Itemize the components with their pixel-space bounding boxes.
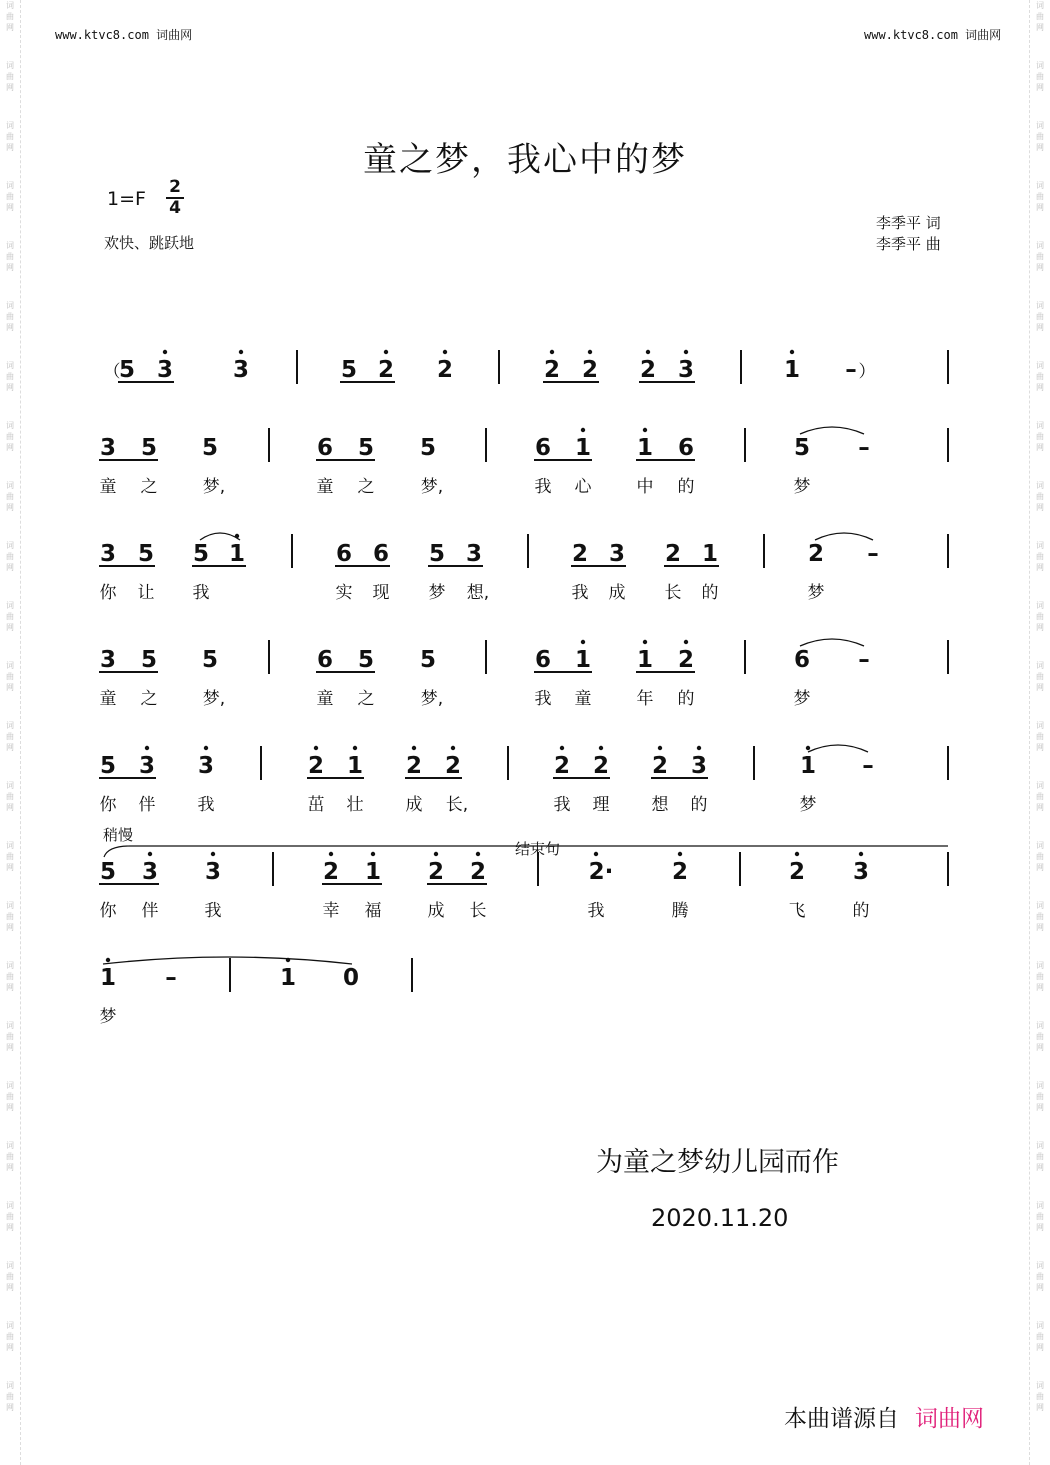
note: 2	[543, 357, 561, 383]
side-watermark-text: 词 曲 网	[6, 781, 14, 812]
octave-dot	[412, 746, 416, 750]
side-watermark-text: 词 曲 网	[1036, 1261, 1044, 1292]
side-watermark-text: 词 曲 网	[1036, 601, 1044, 632]
side-watermark-text: 词 曲 网	[1036, 901, 1044, 932]
note: 6	[534, 435, 552, 461]
lyric: 的	[690, 795, 708, 815]
side-watermark-text: 词 曲 网	[1036, 181, 1044, 212]
side-watermark-text: 词 曲 网	[1036, 361, 1044, 392]
lyric: 茁	[307, 795, 325, 815]
lyric: 童	[99, 689, 117, 709]
note: 5	[118, 357, 136, 383]
note: 2	[639, 357, 657, 383]
lyric: 让	[137, 583, 155, 603]
note: 1	[799, 753, 817, 779]
note: 5	[357, 435, 375, 461]
lyric: 童	[99, 477, 117, 497]
note: 6	[335, 541, 353, 567]
note: 3	[677, 357, 695, 383]
octave-dot	[434, 852, 438, 856]
note: 6	[316, 435, 334, 461]
lyric: 我	[534, 477, 552, 497]
octave-dot	[684, 350, 688, 354]
note: 2	[671, 859, 689, 885]
octave-dot	[204, 746, 208, 750]
close-paren: ）	[858, 362, 876, 382]
note: 6	[316, 647, 334, 673]
lyric: 现	[372, 583, 390, 603]
side-watermark-text: 词 曲 网	[1036, 721, 1044, 752]
dash-note: –	[165, 965, 177, 991]
note: 3	[608, 541, 626, 567]
side-watermark-text: 词 曲 网	[6, 61, 14, 92]
note: 3	[99, 541, 117, 567]
side-watermark-text: 词 曲 网	[1036, 301, 1044, 332]
side-watermark-text: 词 曲 网	[6, 541, 14, 572]
note: 5	[140, 647, 158, 673]
time-signature-top: 2	[169, 177, 181, 197]
lyric: 童	[574, 689, 592, 709]
note: 5	[137, 541, 155, 567]
lyric: 成	[427, 901, 445, 921]
tempo-mark: 稍慢	[103, 826, 134, 844]
lyric: 我	[204, 901, 222, 921]
octave-dot	[581, 640, 585, 644]
note: 2	[553, 753, 571, 779]
note: 1	[636, 647, 654, 673]
lyric: 梦	[799, 795, 817, 815]
side-watermark-text: 词 曲 网	[6, 301, 14, 332]
side-watermark-text: 词 曲 网	[6, 121, 14, 152]
time-signature-bottom: 4	[169, 198, 181, 218]
lyric: 的	[677, 477, 695, 497]
song-title: 童之梦，我心中的梦	[363, 140, 687, 180]
lyric: 心	[574, 477, 592, 497]
dedication: 为童之梦幼儿园而作	[596, 1147, 839, 1178]
octave-dot	[643, 428, 647, 432]
lyric: 梦,	[420, 689, 444, 709]
note: 5	[793, 435, 811, 461]
note: 2	[581, 357, 599, 383]
side-watermark-text: 词 曲 网	[1036, 421, 1044, 452]
note: 2	[469, 859, 487, 885]
note: 2	[664, 541, 682, 567]
dash-note: –	[845, 357, 857, 383]
note: 3	[99, 435, 117, 461]
lyric: 梦,	[202, 689, 226, 709]
note: 1	[701, 541, 719, 567]
lyric: 福	[364, 901, 382, 921]
note: 2	[377, 357, 395, 383]
lyric: 腾	[671, 901, 689, 921]
lyric: 梦	[807, 583, 825, 603]
octave-dot	[643, 640, 647, 644]
lyric: 梦,	[202, 477, 226, 497]
header-site-left[interactable]: www.ktvc8.com 词曲网	[55, 28, 193, 42]
octave-dot	[443, 350, 447, 354]
side-watermark-text: 词 曲 网	[6, 1201, 14, 1232]
source-prefix: 本曲谱源自	[784, 1406, 899, 1432]
lyric: 长	[664, 583, 682, 603]
note: 2·	[588, 859, 614, 885]
lyric: 梦	[99, 1007, 117, 1027]
lyric: 我	[197, 795, 215, 815]
slur	[815, 533, 873, 540]
side-watermark-text: 词 曲 网	[1036, 541, 1044, 572]
side-watermark-text: 词 曲 网	[1036, 241, 1044, 272]
octave-dot	[239, 350, 243, 354]
side-watermark-text: 词 曲 网	[6, 181, 14, 212]
note: 1	[364, 859, 382, 885]
note: 5	[201, 647, 219, 673]
note: 2	[444, 753, 462, 779]
side-watermark-text: 词 曲 网	[6, 961, 14, 992]
note: 5	[201, 435, 219, 461]
side-watermark-text: 词 曲 网	[1036, 61, 1044, 92]
lyric: 之	[140, 689, 158, 709]
octave-dot	[560, 746, 564, 750]
note: 2	[427, 859, 445, 885]
octave-dot	[581, 428, 585, 432]
side-watermark-text: 词 曲 网	[1036, 1381, 1044, 1412]
note: 5	[99, 859, 117, 885]
side-watermark-text: 词 曲 网	[6, 601, 14, 632]
dash-note: –	[867, 541, 879, 567]
side-watermark-text: 词 曲 网	[6, 1021, 14, 1052]
slur	[103, 957, 352, 964]
note: 6	[793, 647, 811, 673]
octave-dot	[795, 852, 799, 856]
note: 2	[571, 541, 589, 567]
lyric: 伴	[141, 901, 159, 921]
side-watermark-text: 词 曲 网	[1036, 121, 1044, 152]
mood-marking: 欢快、跳跃地	[104, 234, 195, 252]
note: 2	[405, 753, 423, 779]
lyric: 成	[405, 795, 423, 815]
octave-dot	[211, 852, 215, 856]
note: 5	[340, 357, 358, 383]
note: 1	[783, 357, 801, 383]
dash-note: –	[862, 753, 874, 779]
side-watermark-text: 词 曲 网	[1036, 1, 1044, 32]
note: 3	[204, 859, 222, 885]
lyric: 梦,	[420, 477, 444, 497]
note: 3	[852, 859, 870, 885]
side-watermark-text: 词 曲 网	[1036, 661, 1044, 692]
note: 5	[99, 753, 117, 779]
lyric: 的	[677, 689, 695, 709]
side-watermark-text: 词 曲 网	[6, 1, 14, 32]
note: 3	[690, 753, 708, 779]
side-watermark-text: 词 曲 网	[1036, 1021, 1044, 1052]
note: 6	[677, 435, 695, 461]
note: 5	[428, 541, 446, 567]
lyric: 伴	[138, 795, 156, 815]
dash-note: –	[858, 435, 870, 461]
side-watermark-text: 词 曲 网	[6, 1381, 14, 1412]
octave-dot	[384, 350, 388, 354]
note: 3	[465, 541, 483, 567]
ending-phrase-line	[104, 846, 948, 857]
lyric: 成	[608, 583, 626, 603]
lyric: 我	[534, 689, 552, 709]
octave-dot	[806, 746, 810, 750]
side-watermark-text: 词 曲 网	[6, 481, 14, 512]
lyric: 我	[571, 583, 589, 603]
header-site-right[interactable]: www.ktvc8.com 词曲网	[864, 28, 1002, 42]
octave-dot	[678, 852, 682, 856]
side-watermark-text: 词 曲 网	[6, 841, 14, 872]
octave-dot	[859, 852, 863, 856]
note: 2	[307, 753, 325, 779]
octave-dot	[594, 852, 598, 856]
slur	[808, 745, 868, 752]
side-watermark-text: 词 曲 网	[6, 361, 14, 392]
side-watermark-text: 词 曲 网	[1036, 841, 1044, 872]
lyric: 长,	[445, 795, 469, 815]
octave-dot	[476, 852, 480, 856]
note: 2	[788, 859, 806, 885]
lyric: 你	[99, 795, 117, 815]
side-watermark-text: 词 曲 网	[6, 1141, 14, 1172]
side-watermark-text: 词 曲 网	[1036, 961, 1044, 992]
side-watermark-text: 词 曲 网	[6, 1321, 14, 1352]
octave-dot	[451, 746, 455, 750]
side-watermark-text: 词 曲 网	[1036, 1201, 1044, 1232]
side-watermark-text: 词 曲 网	[1036, 1321, 1044, 1352]
lyric: 长	[469, 901, 487, 921]
slur	[200, 533, 240, 540]
octave-dot	[371, 852, 375, 856]
octave-dot	[148, 852, 152, 856]
note: 1	[228, 541, 246, 567]
lyric: 你	[99, 583, 117, 603]
note: 3	[99, 647, 117, 673]
lyric: 年	[636, 689, 654, 709]
lyricist-credit: 李季平 词	[876, 214, 941, 232]
ending-mark: 结束句	[515, 840, 561, 858]
open-paren: （	[103, 362, 121, 382]
side-watermark-text: 词 曲 网	[6, 421, 14, 452]
side-watermark-text: 词 曲 网	[6, 661, 14, 692]
lyric: 之	[357, 689, 375, 709]
side-watermark-text: 词 曲 网	[1036, 481, 1044, 512]
note: 1	[279, 965, 297, 991]
lyric: 实	[335, 583, 353, 603]
dash-note: –	[858, 647, 870, 673]
note: 5	[357, 647, 375, 673]
lyric: 我	[192, 583, 210, 603]
source-credit	[784, 1400, 984, 1433]
lyric: 壮	[346, 795, 364, 815]
note: 3	[141, 859, 159, 885]
lyric: 你	[99, 901, 117, 921]
lyric: 幸	[322, 901, 340, 921]
octave-dot	[684, 640, 688, 644]
note: 5	[140, 435, 158, 461]
date: 2020.11.20	[651, 1204, 789, 1232]
composer-credit: 李季平 曲	[876, 235, 941, 253]
lyric: 之	[357, 477, 375, 497]
note: 1	[574, 647, 592, 673]
note: 1	[574, 435, 592, 461]
lyric: 想,	[466, 583, 490, 603]
note: 1	[346, 753, 364, 779]
octave-dot	[599, 746, 603, 750]
side-watermark-text: 词 曲 网	[6, 241, 14, 272]
note: 3	[197, 753, 215, 779]
lyric: 理	[592, 795, 610, 815]
side-watermark-text: 词 曲 网	[1036, 1141, 1044, 1172]
side-watermark-text: 词 曲 网	[6, 1081, 14, 1112]
note: 1	[636, 435, 654, 461]
key-signature: 1=F	[107, 188, 146, 210]
note: 2	[436, 357, 454, 383]
slur	[800, 427, 864, 434]
note: 2	[592, 753, 610, 779]
lyric: 中	[636, 477, 654, 497]
lyric: 童	[316, 689, 334, 709]
note: 3	[156, 357, 174, 383]
note: 3	[232, 357, 250, 383]
side-watermark-text: 词 曲 网	[1036, 1081, 1044, 1112]
lyric: 梦	[793, 477, 811, 497]
note: 0	[342, 965, 360, 991]
side-watermark-text: 词 曲 网	[6, 721, 14, 752]
lyric: 之	[140, 477, 158, 497]
note: 1	[99, 965, 117, 991]
note: 2	[677, 647, 695, 673]
source-site-link[interactable]: 词曲网	[915, 1406, 984, 1432]
octave-dot	[145, 746, 149, 750]
lyric: 童	[316, 477, 334, 497]
lyric: 我	[587, 901, 605, 921]
note: 3	[138, 753, 156, 779]
octave-dot	[588, 350, 592, 354]
lyric: 梦	[428, 583, 446, 603]
octave-dot	[697, 746, 701, 750]
side-watermark-text: 词 曲 网	[1036, 781, 1044, 812]
octave-dot	[314, 746, 318, 750]
note: 2	[322, 859, 340, 885]
note: 6	[534, 647, 552, 673]
lyric: 梦	[793, 689, 811, 709]
slur	[800, 639, 864, 646]
note: 5	[192, 541, 210, 567]
lyric: 的	[701, 583, 719, 603]
note: 6	[372, 541, 390, 567]
octave-dot	[163, 350, 167, 354]
side-watermark-text: 词 曲 网	[6, 1261, 14, 1292]
note: 5	[419, 647, 437, 673]
octave-dot	[329, 852, 333, 856]
octave-dot	[106, 958, 110, 962]
octave-dot	[550, 350, 554, 354]
side-watermark-text: 词 曲 网	[6, 901, 14, 932]
lyric: 飞	[788, 901, 806, 921]
octave-dot	[790, 350, 794, 354]
lyric: 的	[852, 901, 870, 921]
octave-dot	[646, 350, 650, 354]
note: 5	[419, 435, 437, 461]
octave-dot	[353, 746, 357, 750]
note: 2	[651, 753, 669, 779]
lyric: 我	[553, 795, 571, 815]
note: 2	[807, 541, 825, 567]
lyric: 想	[651, 795, 669, 815]
octave-dot	[658, 746, 662, 750]
